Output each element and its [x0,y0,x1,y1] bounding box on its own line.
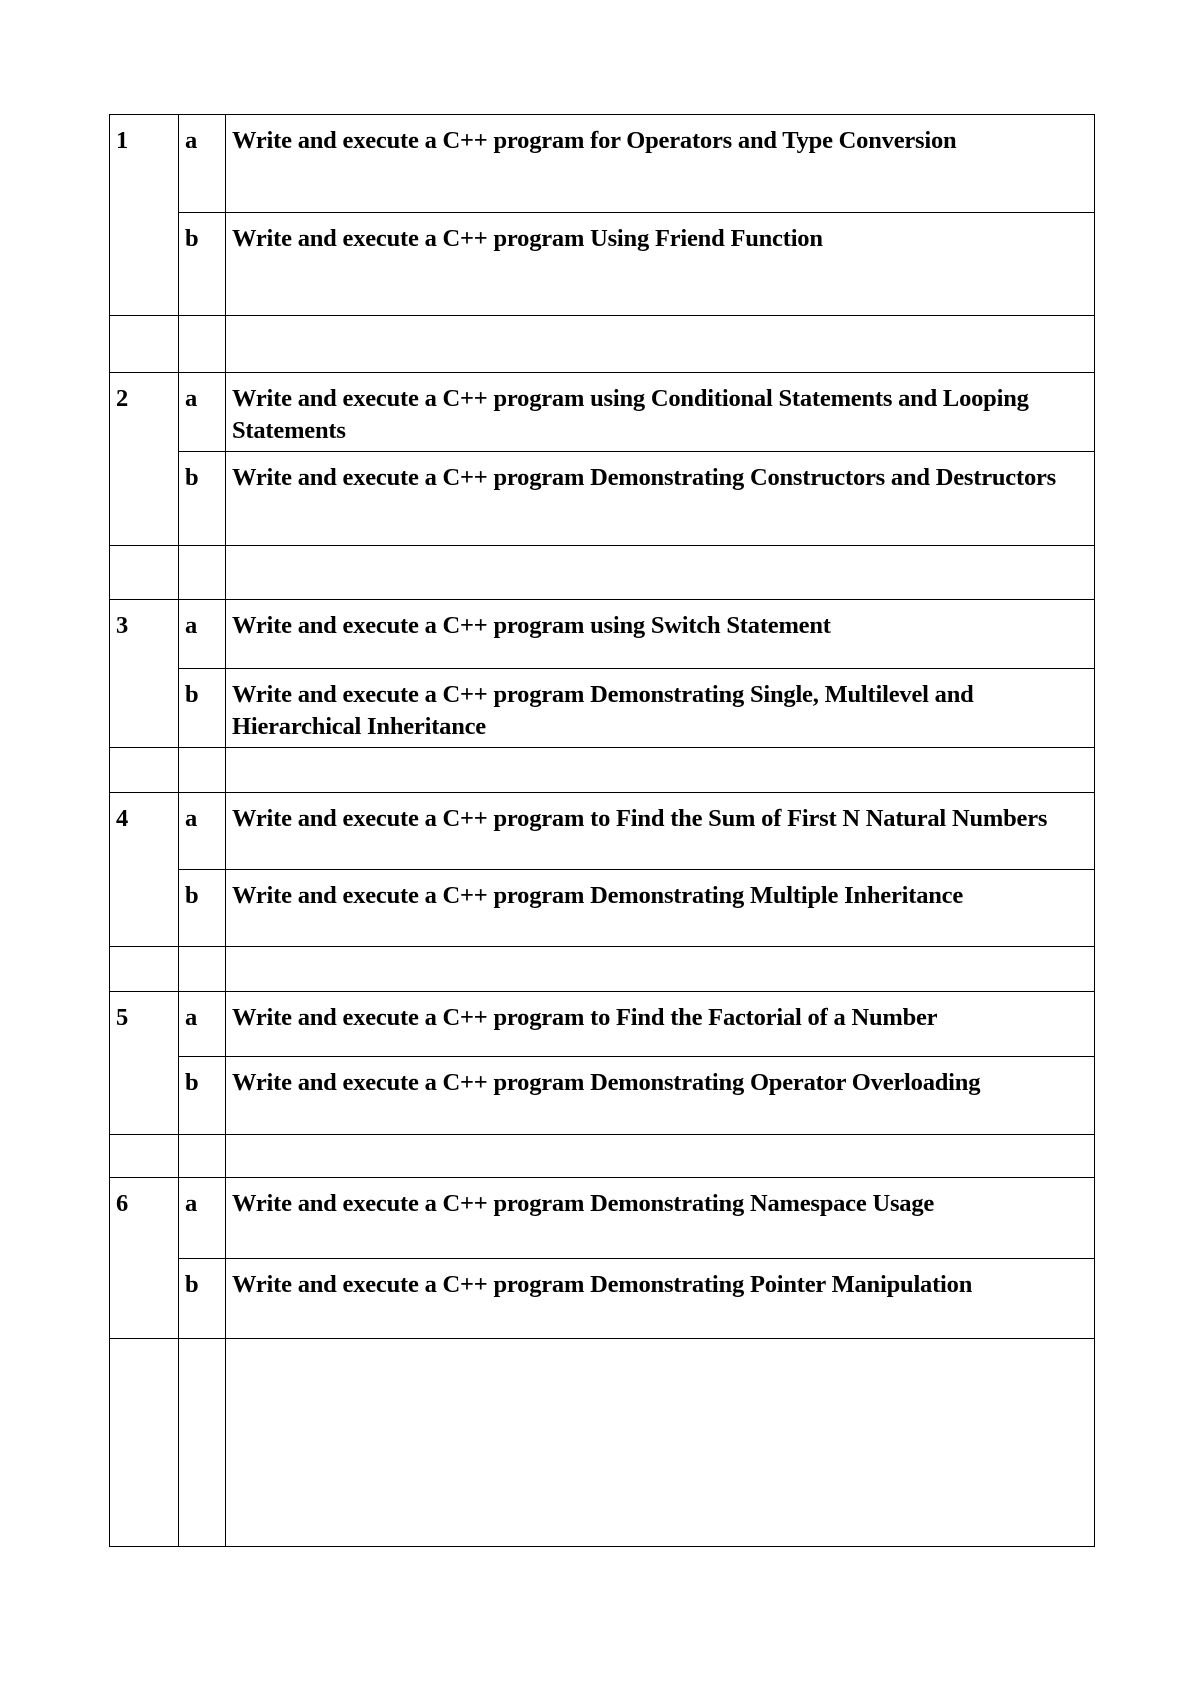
experiment-number: 5 [110,992,179,1135]
table-row [110,1057,1095,1135]
experiment-description: Write and execute a C++ program for Operators and Type Conversion [226,115,1095,213]
empty-cell [110,1339,179,1547]
table-row [110,213,1095,316]
part-letter: b [179,1259,226,1339]
experiment-number: 4 [110,793,179,947]
experiment-description: Write and execute a C++ program using Conditional Statements and Looping Statements [226,373,1095,452]
table-row [110,115,1095,213]
experiment-description: Write and execute a C++ program to Find the Factorial of a Number [226,992,1095,1057]
part-letter: b [179,669,226,748]
spacer-row [110,546,1095,600]
empty-cell [179,1135,226,1178]
empty-cell [226,1135,1095,1178]
empty-cell [110,316,179,373]
table-row [110,452,1095,546]
table-row [110,669,1095,748]
empty-cell [179,546,226,600]
empty-cell [110,1135,179,1178]
part-letter: b [179,1057,226,1135]
empty-cell [110,947,179,992]
table-row [110,600,1095,669]
spacer-row [110,947,1095,992]
empty-cell [226,748,1095,793]
table-row [110,870,1095,947]
table-row [110,373,1095,452]
table-row [110,1259,1095,1339]
part-letter: a [179,600,226,669]
experiment-description: Write and execute a C++ program Demonstrating Namespace Usage [226,1178,1095,1259]
experiment-number: 6 [110,1178,179,1339]
spacer-row [110,748,1095,793]
experiment-description: Write and execute a C++ program using Switch Statement [226,600,1095,669]
part-letter: a [179,992,226,1057]
experiment-description: Write and execute a C++ program Demonstrating Constructors and Destructors [226,452,1095,546]
table-row [110,793,1095,870]
spacer-row [110,1339,1095,1547]
part-letter: b [179,213,226,316]
experiment-number: 3 [110,600,179,748]
experiment-description: Write and execute a C++ program to Find the Sum of First N Natural Numbers [226,793,1095,870]
experiment-description: Write and execute a C++ program Demonstrating Multiple Inheritance [226,870,1095,947]
empty-cell [226,947,1095,992]
empty-cell [179,316,226,373]
empty-cell [226,316,1095,373]
spacer-row [110,1135,1095,1178]
table-row [110,1178,1095,1259]
experiment-description: Write and execute a C++ program Demonstrating Pointer Manipulation [226,1259,1095,1339]
part-letter: b [179,452,226,546]
part-letter: a [179,115,226,213]
empty-cell [226,546,1095,600]
part-letter: b [179,870,226,947]
experiment-description: Write and execute a C++ program Demonstrating Operator Overloading [226,1057,1095,1135]
experiment-description: Write and execute a C++ program Demonstrating Single, Multilevel and Hierarchical Inheritance [226,669,1095,748]
part-letter: a [179,793,226,870]
empty-cell [110,748,179,793]
empty-cell [179,947,226,992]
part-letter: a [179,373,226,452]
empty-cell [179,748,226,793]
table-row [110,992,1095,1057]
experiment-number: 2 [110,373,179,546]
spacer-row [110,316,1095,373]
empty-cell [226,1339,1095,1547]
part-letter: a [179,1178,226,1259]
experiment-table [109,114,1095,1547]
experiment-description: Write and execute a C++ program Using Friend Function [226,213,1095,316]
empty-cell [110,546,179,600]
empty-cell [179,1339,226,1547]
experiment-number: 1 [110,115,179,316]
